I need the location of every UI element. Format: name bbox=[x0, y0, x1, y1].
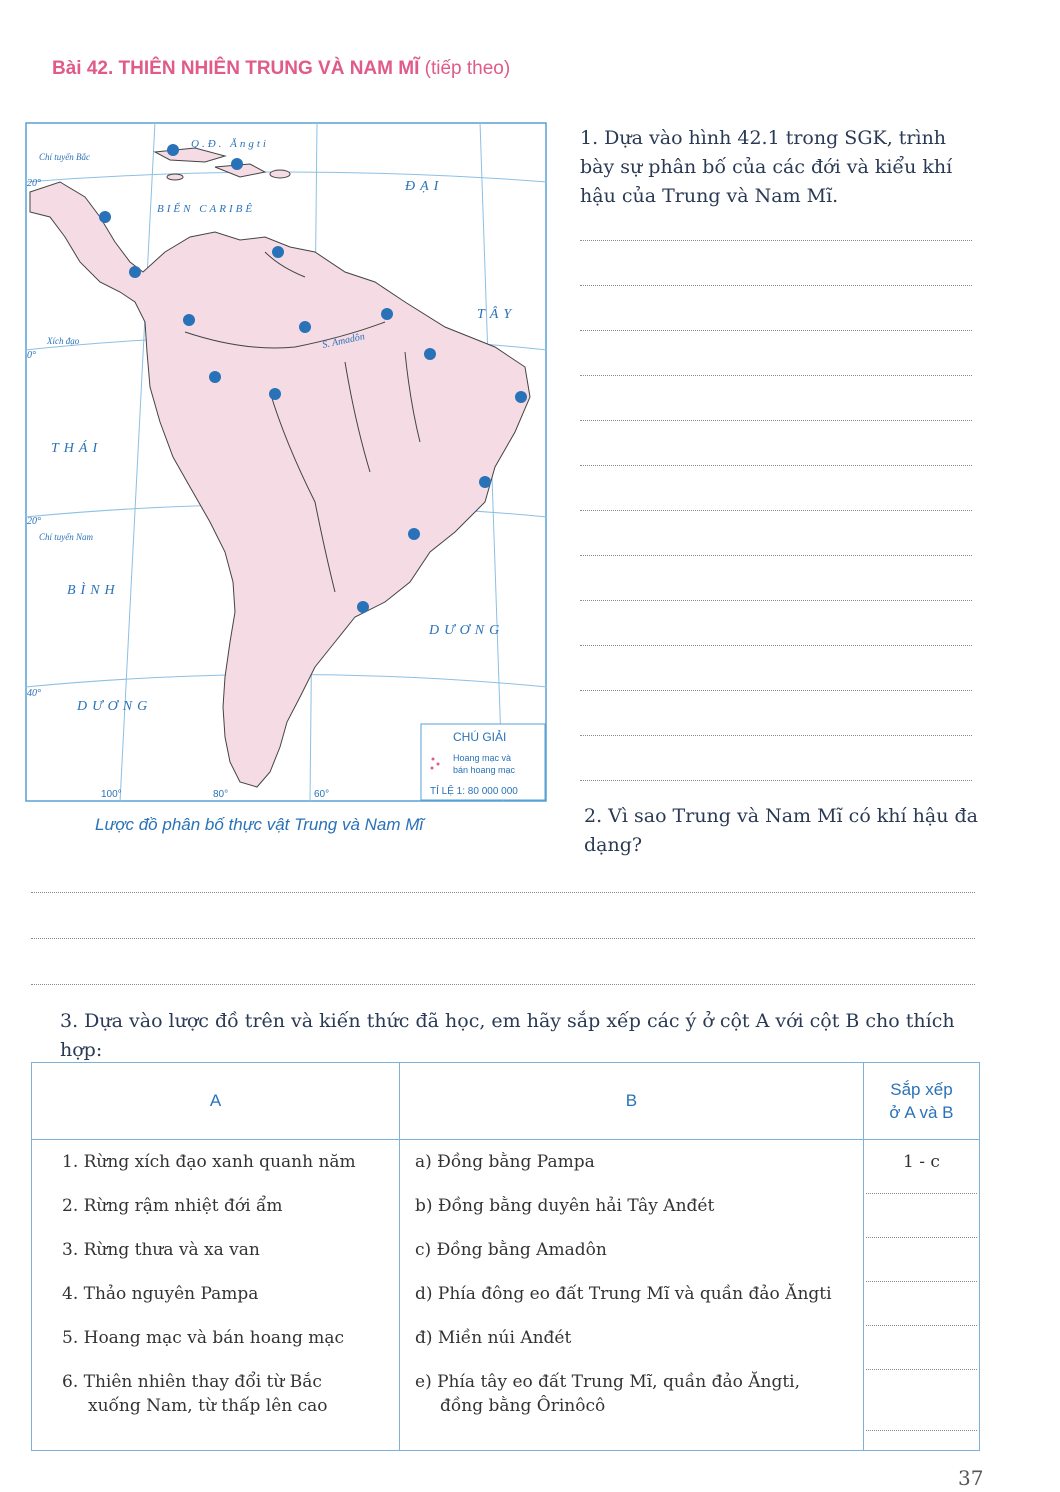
answer-field-3[interactable] bbox=[866, 1238, 977, 1282]
answer-field-4[interactable] bbox=[866, 1282, 977, 1326]
legend-item-line1: Hoang mạc và bbox=[453, 753, 512, 763]
header-c-line1: Sắp xếp bbox=[890, 1080, 953, 1099]
lon-100-label: 100° bbox=[101, 789, 122, 800]
lesson-subtitle: (tiếp theo) bbox=[424, 58, 511, 79]
a-item-5: 5. Hoang mạc và bán hoang mạc bbox=[62, 1328, 345, 1348]
pacific-label-3: DƯƠNG bbox=[77, 699, 153, 714]
question-1: 1. Dựa vào hình 42.1 trong SGK, trình bày sự phân bố của các đới và kiểu khí hậu của Trung và Nam Mĩ. bbox=[580, 127, 953, 207]
answer-field-5[interactable] bbox=[866, 1326, 977, 1370]
header-c-line2: ở A và B bbox=[889, 1103, 954, 1122]
lon-80-label: 80° bbox=[213, 789, 229, 800]
question-2: 2. Vì sao Trung và Nam Mĩ có khí hậu đa dạng? bbox=[584, 805, 978, 856]
answer-field-2[interactable] bbox=[866, 1194, 977, 1238]
lon-60-label: 60° bbox=[314, 789, 330, 800]
matching-table bbox=[31, 1062, 980, 1451]
a-item-6-cont: xuống Nam, từ thấp lên cao bbox=[88, 1396, 328, 1416]
answer-field-1[interactable]: 1 - c bbox=[866, 1150, 977, 1194]
answer-field-6[interactable] bbox=[866, 1370, 977, 1431]
b-item-dd: đ) Miền núi Anđét bbox=[415, 1328, 572, 1348]
b-item-b: b) Đồng bằng duyên hải Tây Anđét bbox=[415, 1196, 715, 1216]
atlantic-label-3: DƯƠNG bbox=[429, 623, 505, 638]
tropic-south-label: Chí tuyến Nam bbox=[39, 532, 93, 542]
legend-item-line2: bán hoang mạc bbox=[453, 765, 516, 775]
lesson-title: Bài 42. THIÊN NHIÊN TRUNG VÀ NAM MĨ bbox=[52, 58, 420, 79]
a-item-2: 2. Rừng rậm nhiệt đới ẩm bbox=[62, 1196, 283, 1216]
answer-lines-q2[interactable] bbox=[31, 892, 975, 985]
header-c bbox=[863, 1063, 979, 1140]
b-item-e-cont: đồng bằng Ôrinôcô bbox=[440, 1396, 606, 1416]
answer-lines-q1[interactable] bbox=[580, 240, 972, 781]
a-item-1: 1. Rừng xích đạo xanh quanh năm bbox=[62, 1152, 356, 1172]
b-item-e: e) Phía tây eo đất Trung Mĩ, quần đảo Ăngti, bbox=[415, 1372, 801, 1392]
column-a bbox=[32, 1140, 400, 1451]
b-item-a: a) Đồng bằng Pampa bbox=[415, 1152, 595, 1172]
page-number: 37 bbox=[958, 1466, 984, 1490]
vegetation-map bbox=[25, 122, 547, 802]
header-a: A bbox=[32, 1063, 400, 1140]
legend-title: CHÚ GIẢI bbox=[453, 730, 507, 744]
atlantic-label-1: ĐẠI bbox=[405, 179, 444, 194]
atlantic-label-2: TÂY bbox=[477, 307, 517, 322]
lat-20n-label: 20° bbox=[27, 178, 41, 189]
antilles-label: Q.Đ. Ăngti bbox=[191, 138, 269, 150]
equator-label: Xích đạo bbox=[47, 336, 80, 346]
a-item-6: 6. Thiên nhiên thay đổi từ Bắc bbox=[62, 1372, 322, 1392]
pacific-label-2: BÌNH bbox=[67, 583, 120, 598]
column-b bbox=[400, 1140, 864, 1451]
tropic-north-label: Chí tuyến Bắc bbox=[39, 152, 90, 162]
map-caption: Lược đồ phân bố thực vật Trung và Nam Mĩ bbox=[95, 815, 424, 834]
header-b: B bbox=[400, 1063, 864, 1140]
lat-40s-label: 40° bbox=[27, 688, 41, 699]
amazon-label: S. Amadôn bbox=[321, 331, 366, 351]
legend-scale: TỈ LỆ 1: 80 000 000 bbox=[430, 786, 518, 797]
pacific-label-1: THÁI bbox=[51, 441, 103, 456]
question-3: 3. Dựa vào lược đồ trên và kiến thức đã học, em hãy sắp xếp các ý ở cột A với cột B cho thích hợp: bbox=[60, 1010, 955, 1061]
page-title bbox=[52, 58, 510, 80]
b-item-c: c) Đồng bằng Amadôn bbox=[415, 1240, 607, 1260]
b-item-d: d) Phía đông eo đất Trung Mĩ và quần đảo Ăngti bbox=[415, 1284, 832, 1304]
a-item-4: 4. Thảo nguyên Pampa bbox=[62, 1284, 259, 1304]
a-item-3: 3. Rừng thưa và xa van bbox=[62, 1240, 260, 1260]
answer-column bbox=[863, 1140, 979, 1451]
lat-20s-label: 20° bbox=[27, 516, 41, 527]
lat-0-label: 0° bbox=[27, 350, 36, 361]
caribbean-label: BIỂN CARIBÊ bbox=[157, 203, 256, 215]
